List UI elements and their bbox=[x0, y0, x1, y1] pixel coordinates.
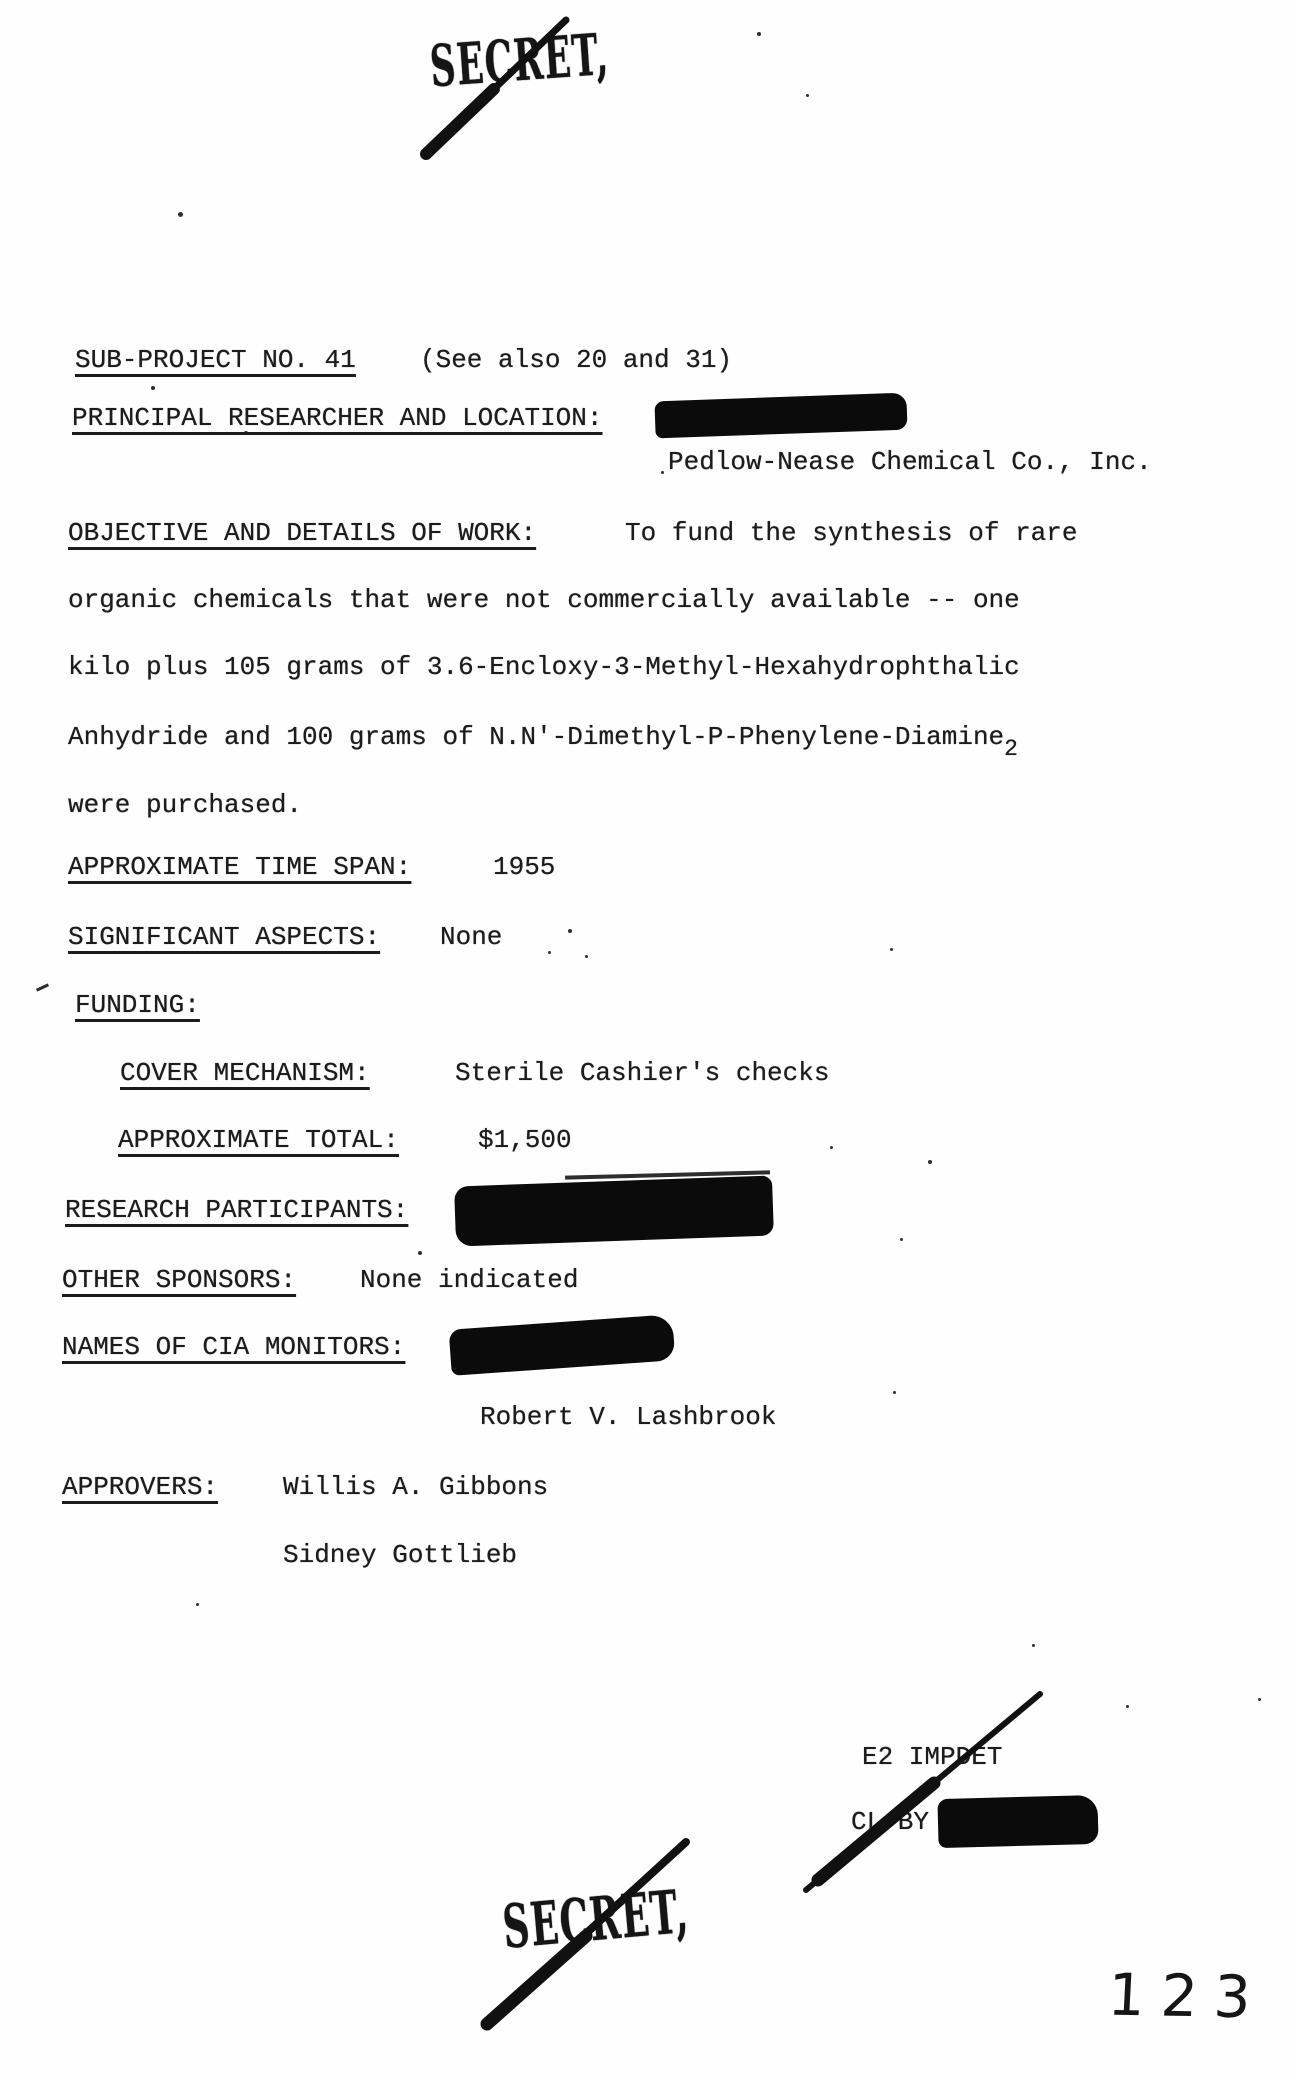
objective-line5: were purchased. bbox=[68, 790, 303, 820]
scan-speck bbox=[661, 471, 664, 474]
scan-speck bbox=[893, 1391, 896, 1394]
subproject-note: (See also 20 and 31) bbox=[420, 345, 733, 375]
scan-speck bbox=[548, 951, 551, 954]
objective-label: OBJECTIVE AND DETAILS OF WORK: bbox=[68, 518, 537, 548]
cover-mechanism-label: COVER MECHANISM: bbox=[120, 1058, 370, 1088]
cia-monitors-label: NAMES OF CIA MONITORS: bbox=[62, 1332, 406, 1362]
cover-mechanism-value: Sterile Cashier's checks bbox=[455, 1058, 830, 1088]
research-participants-label: RESEARCH PARTICIPANTS: bbox=[65, 1195, 409, 1225]
approver-2: Sidney Gottlieb bbox=[283, 1540, 518, 1570]
scan-speck bbox=[890, 948, 893, 951]
secret-stamp-top: SECRET, bbox=[428, 21, 612, 101]
scan-speck bbox=[1032, 1644, 1035, 1647]
cl-by-line: CL BY bbox=[851, 1807, 930, 1837]
redaction-bar-researcher bbox=[654, 393, 907, 439]
significant-aspects-value: None bbox=[440, 922, 503, 952]
scan-speck bbox=[196, 1603, 199, 1606]
scan-speck bbox=[1126, 1705, 1129, 1708]
scan-speck bbox=[806, 94, 809, 97]
time-span-value: 1955 bbox=[493, 852, 556, 882]
cia-monitor-name: Robert V. Lashbrook bbox=[480, 1402, 777, 1432]
scan-speck bbox=[900, 1238, 903, 1241]
scan-speck bbox=[585, 955, 588, 958]
handwritten-page-number: 123 bbox=[1106, 1960, 1269, 2032]
objective-line2: organic chemicals that were not commercially available -- one bbox=[68, 585, 1020, 615]
scan-speck bbox=[568, 929, 572, 933]
researcher-location: Pedlow-Nease Chemical Co., Inc. bbox=[668, 447, 1152, 477]
approvers-label: APPROVERS: bbox=[62, 1472, 219, 1502]
scan-mark bbox=[36, 983, 49, 991]
secret-stamp-bottom: SECRET, bbox=[500, 1875, 692, 1963]
redaction-bar-monitors bbox=[449, 1314, 676, 1376]
scan-speck bbox=[1258, 1698, 1261, 1701]
time-span-label: APPROXIMATE TIME SPAN: bbox=[68, 852, 412, 882]
objective-line4 bbox=[68, 722, 1018, 762]
objective-line3: kilo plus 105 grams of 3.6-Encloxy-3-Methyl-Hexahydrophthalic bbox=[68, 652, 1020, 682]
researcher-label: PRINCIPAL RESEARCHER AND LOCATION: bbox=[72, 403, 603, 433]
objective-line1: To fund the synthesis of rare bbox=[625, 518, 1078, 548]
scan-speck bbox=[830, 1146, 833, 1149]
approximate-total-value: $1,500 bbox=[478, 1125, 572, 1155]
other-sponsors-label: OTHER SPONSORS: bbox=[62, 1265, 297, 1295]
significant-aspects-label: SIGNIFICANT ASPECTS: bbox=[68, 922, 381, 952]
scan-speck bbox=[757, 32, 761, 36]
other-sponsors-value: None indicated bbox=[360, 1265, 579, 1295]
funding-label: FUNDING: bbox=[75, 990, 200, 1020]
e2-impdet-line: E2 IMPDET bbox=[862, 1742, 1003, 1772]
subproject-label: SUB-PROJECT NO. 41 bbox=[75, 345, 356, 375]
redaction-bar-cl-by bbox=[937, 1795, 1098, 1848]
objective-line4-text: Anhydride and 100 grams of N.N'-Dimethyl-P-Phenylene-Diamine bbox=[68, 722, 1005, 752]
redaction-bar-participants bbox=[454, 1175, 774, 1246]
scan-speck bbox=[928, 1160, 932, 1164]
objective-line4-subscript: 2 bbox=[1004, 736, 1018, 762]
scan-speck bbox=[151, 386, 155, 390]
scan-speck bbox=[418, 1251, 422, 1255]
approver-1: Willis A. Gibbons bbox=[283, 1472, 549, 1502]
scan-speck bbox=[178, 212, 183, 217]
approximate-total-label: APPROXIMATE TOTAL: bbox=[118, 1125, 399, 1155]
